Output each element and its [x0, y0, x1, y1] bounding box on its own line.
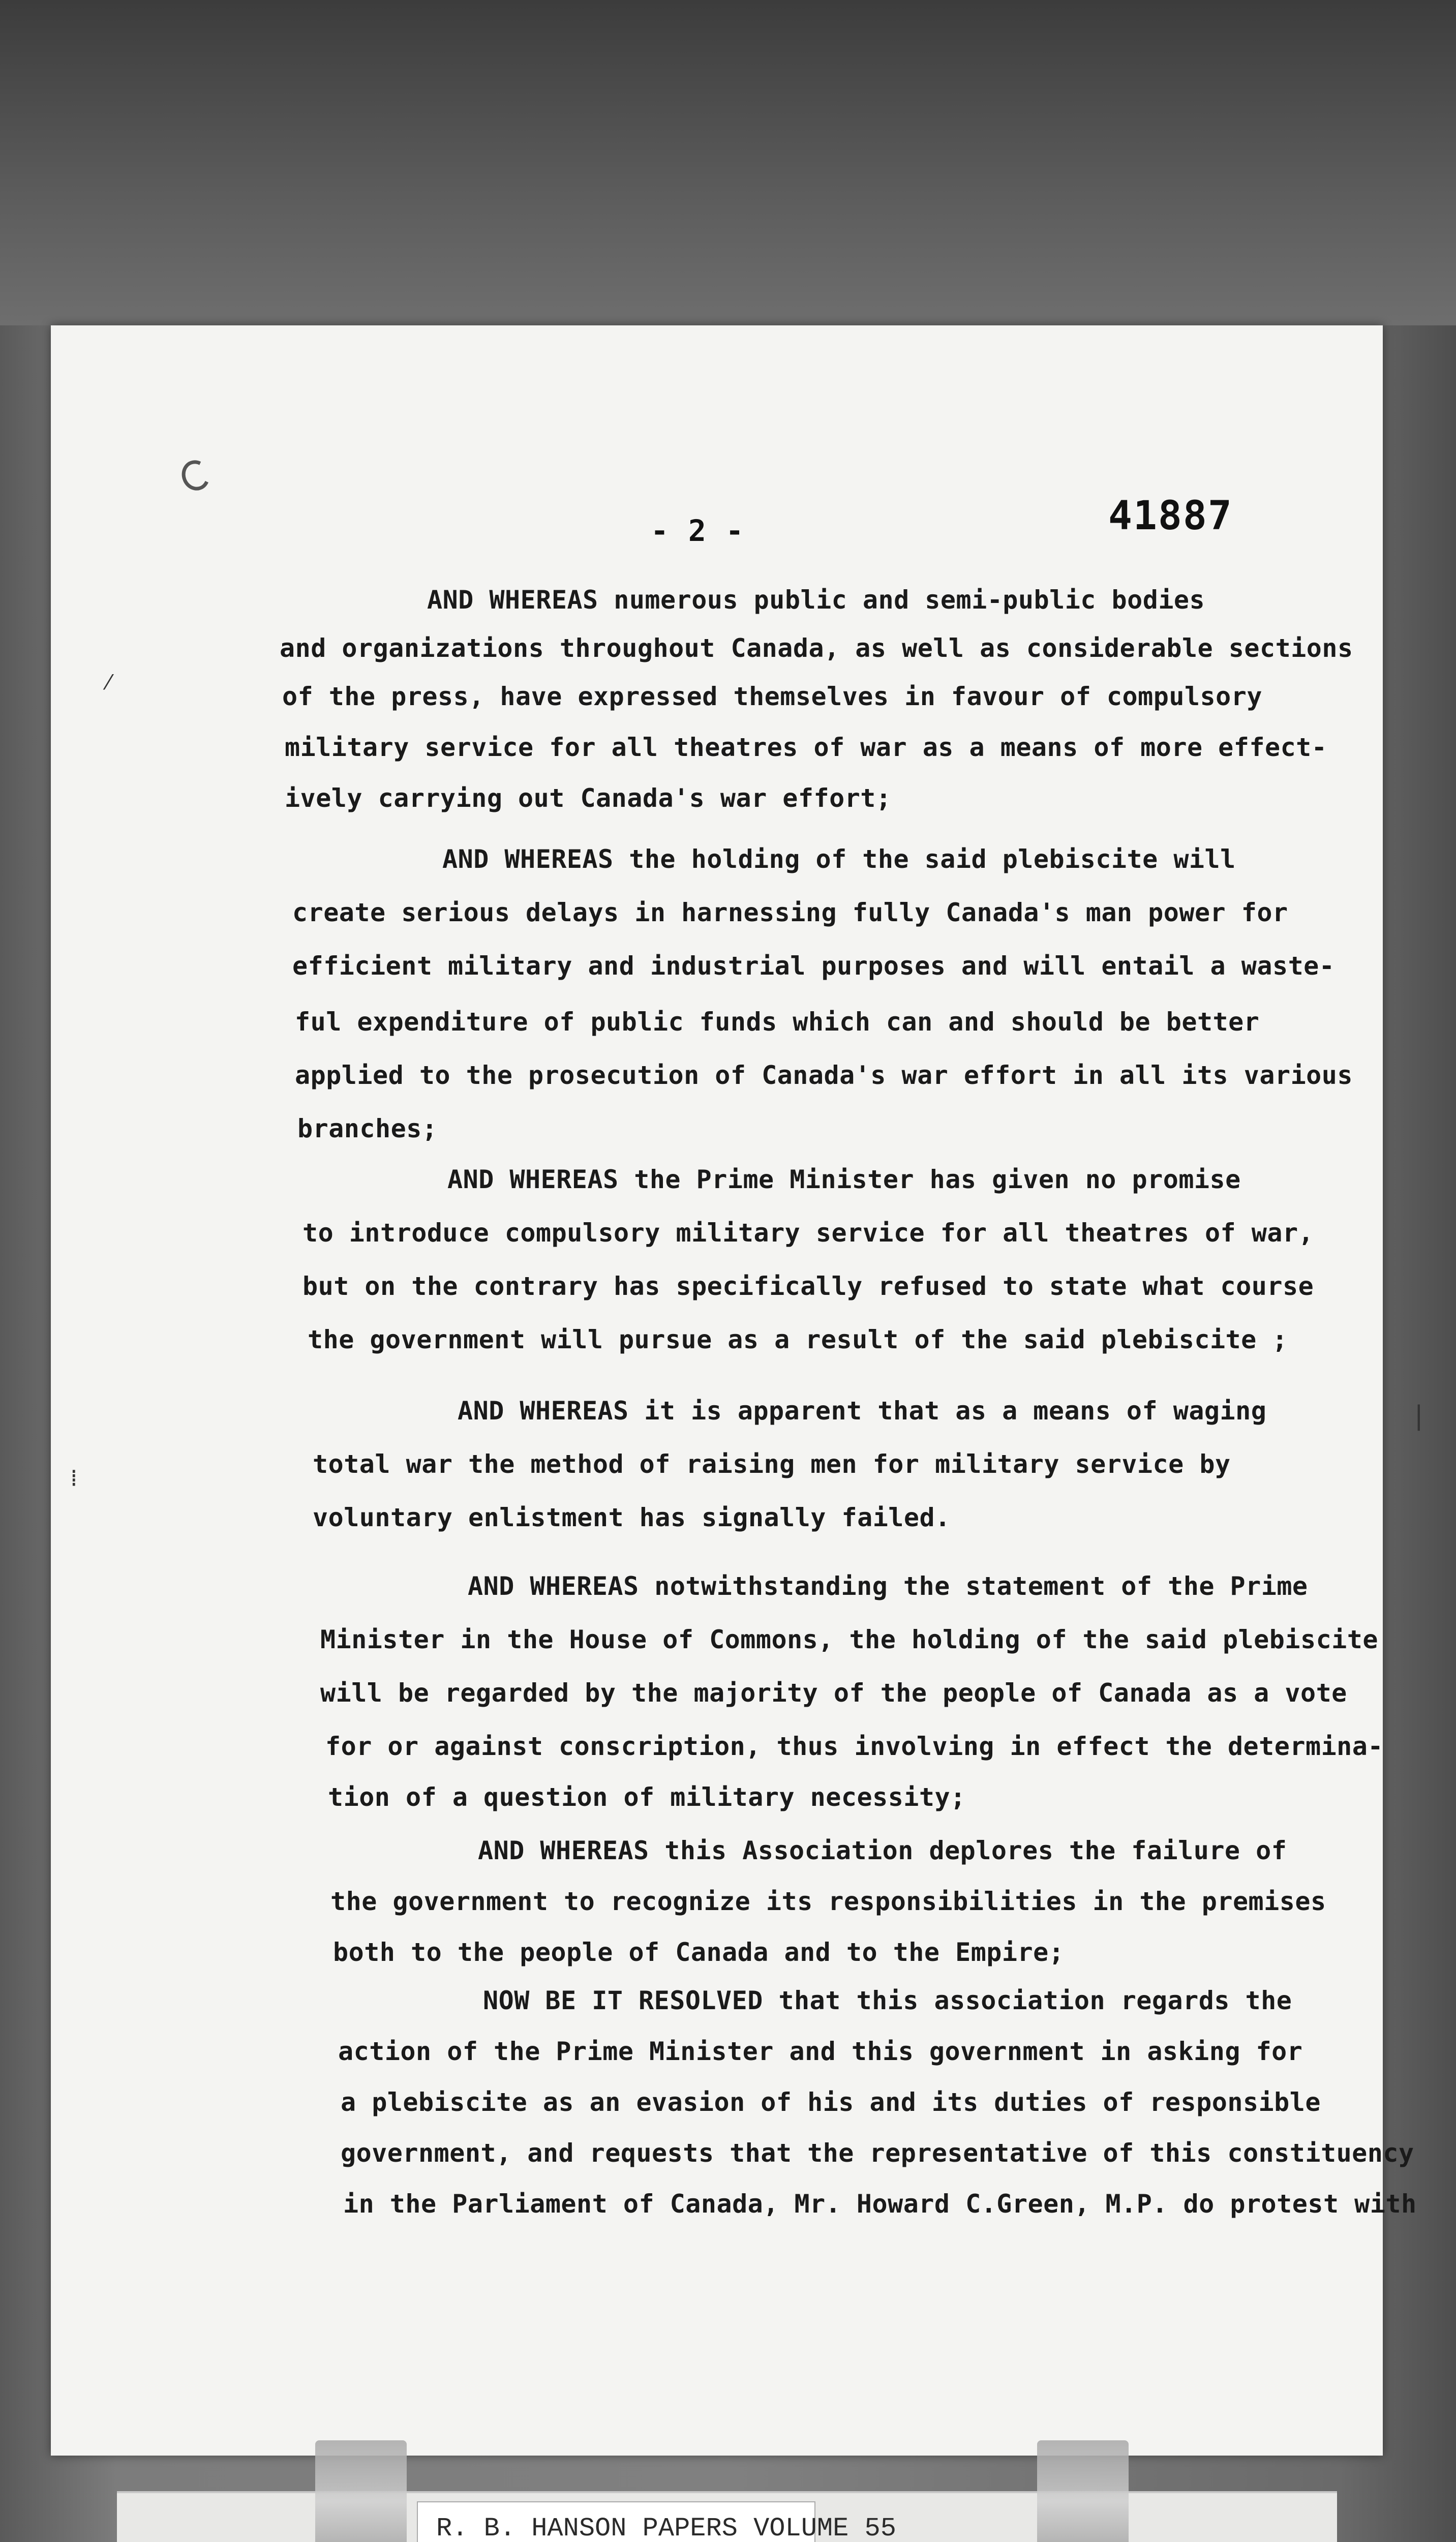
text-line: for or against conscription, thus involving in effect the determina-	[325, 1732, 1383, 1761]
text-line: will be regarded by the majority of the people of Canada as a vote	[320, 1678, 1347, 1708]
volume-label-text: R. B. HANSON PAPERS VOLUME 55	[436, 2514, 896, 2542]
text-line: AND WHEREAS it is apparent that as a means of waging	[458, 1396, 1267, 1426]
margin-tick: ⁞	[70, 1464, 78, 1492]
text-line: AND WHEREAS the Prime Minister has given no promise	[447, 1165, 1241, 1194]
text-line: of the press, have expressed themselves in favour of compulsory	[282, 682, 1262, 711]
text-line: branches;	[297, 1114, 438, 1143]
document-id-stamp: 41887	[1108, 493, 1233, 539]
text-line: NOW BE IT RESOLVED that this association regards the	[483, 1986, 1292, 2015]
text-line: a plebiscite as an evasion of his and its duties of responsible	[341, 2087, 1321, 2117]
text-line: in the Parliament of Canada, Mr. Howard C.Green, M.P. do protest with	[343, 2189, 1417, 2219]
volume-label	[417, 2501, 896, 2542]
text-line: voluntary enlistment has signally failed.	[313, 1503, 951, 1532]
text-line: create serious delays in harnessing fully Canada's man power for	[292, 898, 1288, 927]
margin-scribble: ⁄	[107, 671, 110, 694]
text-line: efficient military and industrial purposes and will entail a waste-	[292, 951, 1335, 981]
text-line: the government will pursue as a result of the said plebiscite ;	[308, 1325, 1288, 1354]
text-line: AND WHEREAS this Association deplores the failure of	[478, 1836, 1287, 1865]
text-line: AND WHEREAS numerous public and semi-public bodies	[427, 585, 1205, 615]
text-line: the government to recognize its responsibilities in the premises	[330, 1887, 1326, 1916]
text-line: total war the method of raising men for military service by	[313, 1449, 1231, 1479]
scan-top-shadow	[0, 0, 1456, 325]
text-line: applied to the prosecution of Canada's war effort in all its various	[295, 1061, 1353, 1090]
text-line: Minister in the House of Commons, the holding of the said plebiscite	[320, 1625, 1378, 1654]
paper-clip	[315, 2440, 407, 2542]
text-line: AND WHEREAS the holding of the said plebiscite will	[442, 844, 1236, 874]
text-line: and organizations throughout Canada, as well as considerable sections	[280, 633, 1353, 663]
text-line: tion of a question of military necessity;	[328, 1782, 966, 1812]
text-line: government, and requests that the representative of this constituency	[341, 2138, 1414, 2168]
text-line: both to the people of Canada and to the Empire;	[333, 1938, 1065, 1967]
page-number: - 2 -	[651, 513, 745, 548]
text-line: ively carrying out Canada's war effort;	[285, 783, 892, 813]
margin-tick: |	[1414, 1401, 1423, 1431]
text-line: to introduce compulsory military service for all theatres of war,	[302, 1218, 1314, 1248]
text-line: AND WHEREAS notwithstanding the statement of the Prime	[468, 1571, 1308, 1601]
text-line: military service for all theatres of war as a means of more effect-	[285, 733, 1327, 762]
text-line: but on the contrary has specifically refused to state what course	[302, 1272, 1314, 1301]
text-line: action of the Prime Minister and this government in asking for	[338, 2037, 1303, 2066]
paper-clip	[1037, 2440, 1129, 2542]
text-line: ful expenditure of public funds which can and should be better	[295, 1007, 1260, 1037]
